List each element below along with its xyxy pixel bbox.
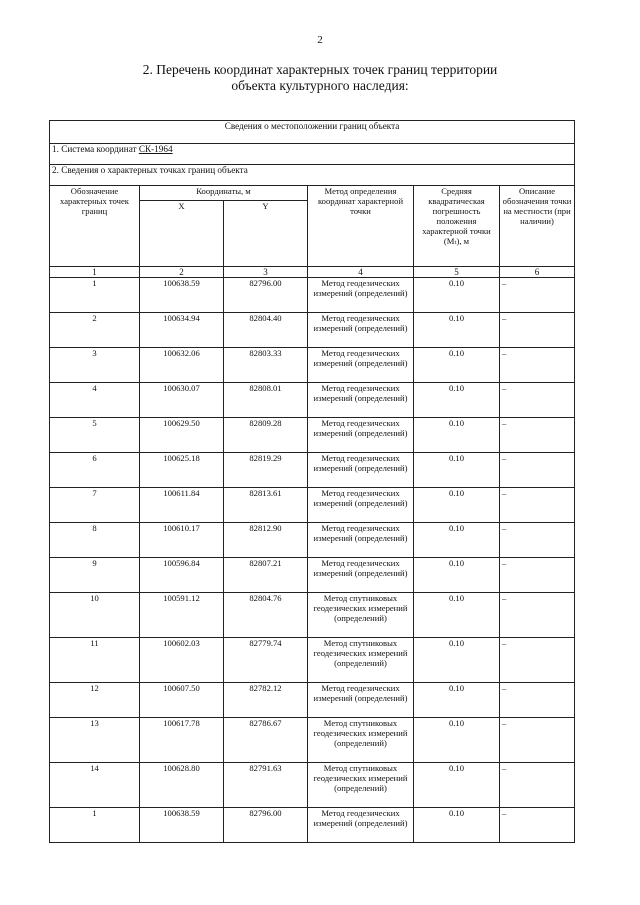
x-coordinate-cell: 100629.50 (140, 418, 224, 453)
point-number-cell: 11 (50, 638, 140, 683)
column-number: 1 (50, 267, 140, 278)
y-coordinate-cell: 82819.29 (224, 453, 308, 488)
point-number-cell: 5 (50, 418, 140, 453)
y-coordinate-cell: 82812.90 (224, 523, 308, 558)
description-cell: – (500, 348, 575, 383)
y-coordinate-cell: 82779.74 (224, 638, 308, 683)
title-line-1: 2. Перечень координат характерных точек границ территории (142, 62, 498, 77)
section-header: Сведения о местоположении границ объекта (50, 121, 575, 144)
y-coordinate-cell: 82804.40 (224, 313, 308, 348)
table-row (50, 278, 575, 313)
column-number: 6 (500, 267, 575, 278)
method-cell: Метод спутниковых геодезических измерений (определений) (308, 638, 414, 683)
x-coordinate-cell: 100602.03 (140, 638, 224, 683)
column-number: 2 (140, 267, 224, 278)
point-number-cell: 10 (50, 593, 140, 638)
method-cell: Метод геодезических измерений (определений) (308, 418, 414, 453)
accuracy-cell: 0.10 (414, 763, 500, 808)
description-cell: – (500, 593, 575, 638)
table-row (50, 488, 575, 523)
x-coordinate-cell: 100611.84 (140, 488, 224, 523)
accuracy-cell: 0.10 (414, 808, 500, 843)
method-cell: Метод спутниковых геодезических измерений (определений) (308, 718, 414, 763)
point-number-cell: 1 (50, 278, 140, 313)
document-title (0, 62, 640, 94)
accuracy-cell: 0.10 (414, 488, 500, 523)
y-coordinate-cell: 82803.33 (224, 348, 308, 383)
description-cell: – (500, 313, 575, 348)
accuracy-cell: 0.10 (414, 558, 500, 593)
y-coordinate-cell: 82808.01 (224, 383, 308, 418)
table-body (50, 278, 575, 843)
method-cell: Метод геодезических измерений (определений) (308, 278, 414, 313)
y-coordinate-cell: 82804.76 (224, 593, 308, 638)
table-row (50, 683, 575, 718)
table-row (50, 593, 575, 638)
table-row (50, 718, 575, 763)
accuracy-cell: 0.10 (414, 383, 500, 418)
column-number: 4 (308, 267, 414, 278)
method-cell: Метод геодезических измерений (определений) (308, 808, 414, 843)
accuracy-cell: 0.10 (414, 453, 500, 488)
column-numbers-row (50, 267, 575, 278)
coordinates-table (49, 120, 575, 843)
y-coordinate-cell: 82807.21 (224, 558, 308, 593)
x-coordinate-cell: 100628.80 (140, 763, 224, 808)
x-coordinate-cell: 100617.78 (140, 718, 224, 763)
header-x: X (140, 201, 224, 267)
method-cell: Метод геодезических измерений (определений) (308, 348, 414, 383)
accuracy-cell: 0.10 (414, 638, 500, 683)
x-coordinate-cell: 100591.12 (140, 593, 224, 638)
header-description: Описание обозначения точки на местности (при наличии) (500, 186, 575, 267)
x-coordinate-cell: 100625.18 (140, 453, 224, 488)
description-cell: – (500, 488, 575, 523)
point-number-cell: 6 (50, 453, 140, 488)
point-number-cell: 2 (50, 313, 140, 348)
table-row (50, 418, 575, 453)
table-row (50, 453, 575, 488)
method-cell: Метод геодезических измерений (определений) (308, 383, 414, 418)
header-accuracy: Средняя квадратическая погрешность положения характерной точки (Mₜ), м (414, 186, 500, 267)
point-number-cell: 9 (50, 558, 140, 593)
description-cell: – (500, 418, 575, 453)
header-coordinates: Координаты, м (140, 186, 308, 201)
description-cell: – (500, 718, 575, 763)
point-number-cell: 4 (50, 383, 140, 418)
x-coordinate-cell: 100630.07 (140, 383, 224, 418)
accuracy-cell: 0.10 (414, 278, 500, 313)
method-cell: Метод спутниковых геодезических измерений (определений) (308, 763, 414, 808)
description-cell: – (500, 278, 575, 313)
page-number: 2 (317, 34, 323, 46)
coordinate-system-value: СК-1964 (138, 144, 173, 154)
y-coordinate-cell: 82796.00 (224, 278, 308, 313)
point-number-cell: 1 (50, 808, 140, 843)
points-info-row: 2. Сведения о характерных точках границ объекта (50, 165, 575, 186)
x-coordinate-cell: 100610.17 (140, 523, 224, 558)
y-coordinate-cell: 82796.00 (224, 808, 308, 843)
header-method: Метод определения координат характерной точки (308, 186, 414, 267)
accuracy-cell: 0.10 (414, 418, 500, 453)
header-y: Y (224, 201, 308, 267)
table-row (50, 558, 575, 593)
column-number: 5 (414, 267, 500, 278)
table-row (50, 808, 575, 843)
point-number-cell: 14 (50, 763, 140, 808)
y-coordinate-cell: 82791.63 (224, 763, 308, 808)
point-number-cell: 12 (50, 683, 140, 718)
accuracy-cell: 0.10 (414, 523, 500, 558)
point-number-cell: 8 (50, 523, 140, 558)
column-number: 3 (224, 267, 308, 278)
description-cell: – (500, 763, 575, 808)
method-cell: Метод спутниковых геодезических измерений (определений) (308, 593, 414, 638)
method-cell: Метод геодезических измерений (определений) (308, 558, 414, 593)
coordinate-system-row (50, 144, 575, 165)
y-coordinate-cell: 82786.67 (224, 718, 308, 763)
table-row (50, 638, 575, 683)
y-coordinate-cell: 82813.61 (224, 488, 308, 523)
description-cell: – (500, 383, 575, 418)
accuracy-cell: 0.10 (414, 348, 500, 383)
x-coordinate-cell: 100596.84 (140, 558, 224, 593)
table-row (50, 763, 575, 808)
x-coordinate-cell: 100634.94 (140, 313, 224, 348)
accuracy-cell: 0.10 (414, 683, 500, 718)
description-cell: – (500, 453, 575, 488)
point-number-cell: 13 (50, 718, 140, 763)
accuracy-cell: 0.10 (414, 593, 500, 638)
description-cell: – (500, 683, 575, 718)
description-cell: – (500, 808, 575, 843)
method-cell: Метод геодезических измерений (определений) (308, 313, 414, 348)
table-row (50, 523, 575, 558)
x-coordinate-cell: 100632.06 (140, 348, 224, 383)
x-coordinate-cell: 100638.59 (140, 278, 224, 313)
table-row (50, 383, 575, 418)
point-number-cell: 3 (50, 348, 140, 383)
y-coordinate-cell: 82782.12 (224, 683, 308, 718)
table-row (50, 348, 575, 383)
method-cell: Метод геодезических измерений (определений) (308, 683, 414, 718)
accuracy-cell: 0.10 (414, 313, 500, 348)
point-number-cell: 7 (50, 488, 140, 523)
method-cell: Метод геодезических измерений (определений) (308, 488, 414, 523)
header-designation: Обозначение характерных точек границ (50, 186, 140, 267)
table-row (50, 313, 575, 348)
method-cell: Метод геодезических измерений (определений) (308, 453, 414, 488)
x-coordinate-cell: 100607.50 (140, 683, 224, 718)
coordinate-system-label: 1. Система координат (52, 144, 139, 154)
description-cell: – (500, 638, 575, 683)
title-line-2: объекта культурного наследия: (231, 78, 409, 93)
y-coordinate-cell: 82809.28 (224, 418, 308, 453)
x-coordinate-cell: 100638.59 (140, 808, 224, 843)
method-cell: Метод геодезических измерений (определений) (308, 523, 414, 558)
description-cell: – (500, 523, 575, 558)
description-cell: – (500, 558, 575, 593)
accuracy-cell: 0.10 (414, 718, 500, 763)
